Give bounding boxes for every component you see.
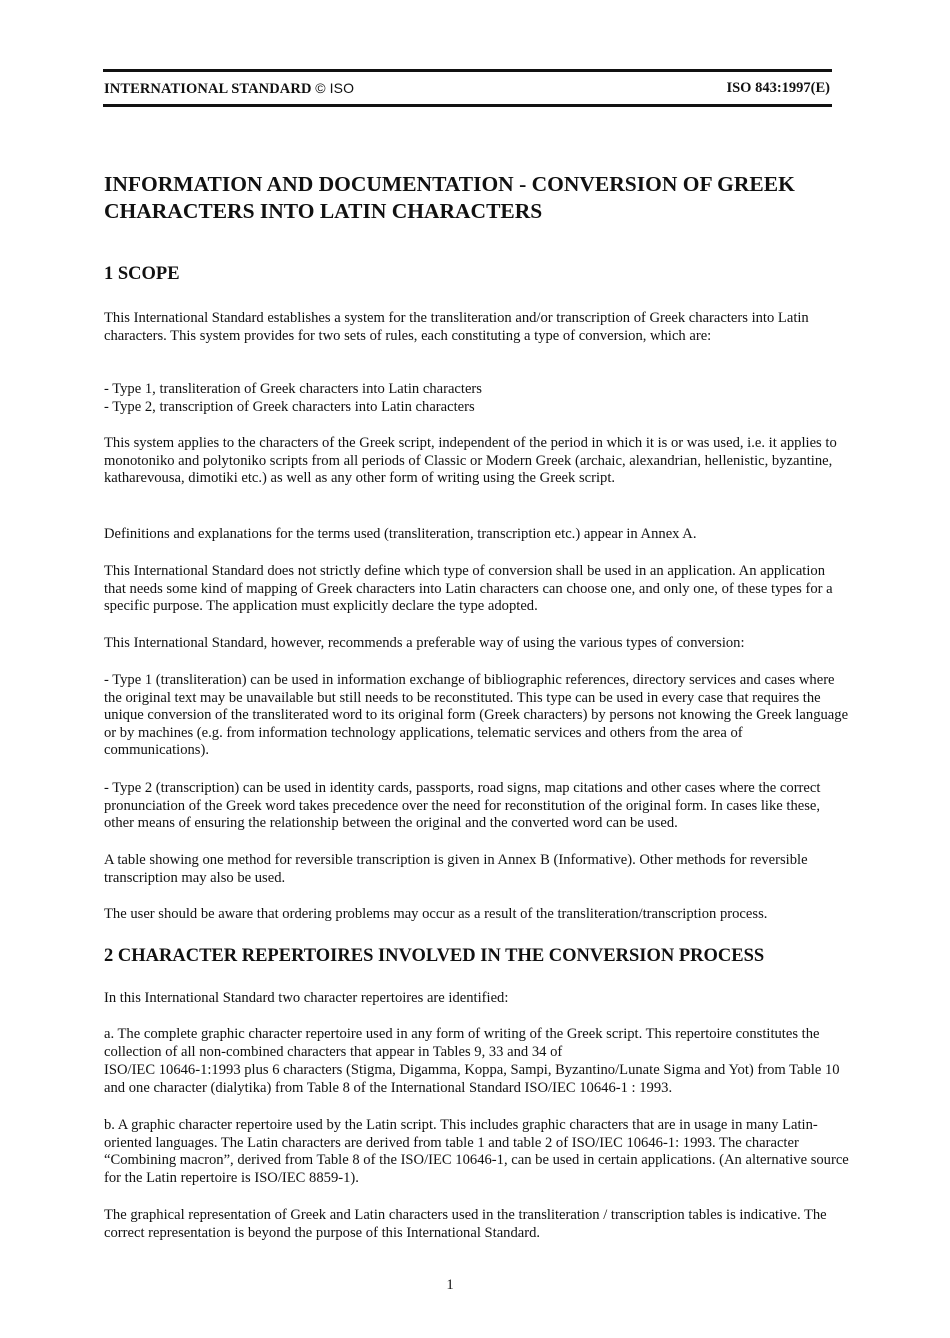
scope-paragraph-5: This International Standard, however, recommends a preferable way of using the various types of conversion: [104,635,745,651]
repertoire-paragraph-1: In this International Standard two character repertoires are identified: [104,990,509,1006]
repertoire-item-a-part-1: a. The complete graphic character repertoire used in any form of writing of the Greek script. This repertoire constitutes the collection of all non-combined characters that appear in Tables 9, 33 and 34 of [104,1026,820,1060]
type-2-list-item: - Type 2, transcription of Greek characters into Latin characters [104,399,475,415]
scope-paragraph-8: A table showing one method for reversible transcription is given in Annex B (Informative). Other methods for reversible transcription may also be used. [104,852,808,886]
scope-paragraph-2: This system applies to the characters of the Greek script, independent of the period in which it is or was used, i.e. it applies to monotoniko and polytoniko scripts from all periods of Classic or Modern Greek (archaic, alexandrian, hellenistic, byzantine, katharevousa, dimotiki etc.) as well as any other form of writing using the Greek script. [104,435,837,487]
section-2-heading: 2 CHARACTER REPERTOIRES INVOLVED IN THE CONVERSION PROCESS [104,946,765,966]
repertoire-item-a-part-2: ISO/IEC 10646-1:1993 plus 6 characters (Stigma, Digamma, Koppa, Sampi, Byzantino/Lunate Sigma and Yot) from Table 10 and one character (dialytika) from Table 8 of the International Standard ISO/IEC 10646-1 : 1993. [104,1062,840,1096]
repertoire-item-b: b. A graphic character repertoire used by the Latin script. This includes graphic characters that are in usage in many Latin-oriented languages. The Latin characters are derived from table 1 and table 2 of ISO/IEC 10646-1: 1993. The character “Combining macron”, derived from Table 8 of the ISO/IEC 10646-1, can be used in certain applications. (An alternative source for the Latin repertoire is ISO/IEC 8859-1). [104,1117,849,1186]
section-1-heading: 1 SCOPE [104,264,180,284]
scope-paragraph-7: - Type 2 (transcription) can be used in identity cards, passports, road signs, map citations and other cases where the correct pronunciation of the Greek word takes precedence over the need for reconstitution of the original form. In cases like these, other means of ensuring the relationship between the original and the converted word can be used. [104,780,821,832]
scope-paragraph-3: Definitions and explanations for the terms used (transliteration, transcription etc.) appear in Annex A. [104,526,697,542]
scope-paragraph-9: The user should be aware that ordering problems may occur as a result of the transliteration/transcription process. [104,906,768,922]
document-title: INFORMATION AND DOCUMENTATION - CONVERSION OF GREEK CHARACTERS INTO LATIN CHARACTERS [104,172,795,223]
repertoire-paragraph-last: The graphical representation of Greek and Latin characters used in the transliteration / transcription tables is indicative. The correct representation is beyond the purpose of this International Standard. [104,1207,827,1241]
scope-paragraph-1: This International Standard establishes a system for the transliteration and/or transcription of Greek characters into Latin characters. This system provides for two sets of rules, each constituting a type of conversion, which are: [104,310,809,344]
header-iso-mark: © ISO [315,80,355,96]
header-bottom-rule [103,104,832,107]
type-1-list-item: - Type 1, transliteration of Greek characters into Latin characters [104,381,482,397]
scope-paragraph-6: - Type 1 (transliteration) can be used in information exchange of bibliographic references, directory services and cases where the original text may be unavailable but still needs to be reconstituted. This type can be used in every case that requires the unique conversion of the transliterated word to its original form (Greek characters) by persons not knowing the Greek language or by machines (e.g. from information technology applications, telematic services and others from the area of communications). [104,672,849,759]
scope-paragraph-4: This International Standard does not strictly define which type of conversion shall be used in an application. An application that needs some kind of mapping of Greek characters into Latin characters can choose one, and only one, of these types for a specific purpose. The application must explicitly declare the type adopted. [104,563,833,615]
header-standard-label [104,80,354,98]
page-number: 1 [446,1277,454,1293]
header-top-rule [103,69,832,72]
header-document-number: ISO 843:1997(E) [726,80,830,96]
header-standard-text: INTERNATIONAL STANDARD [104,81,312,97]
